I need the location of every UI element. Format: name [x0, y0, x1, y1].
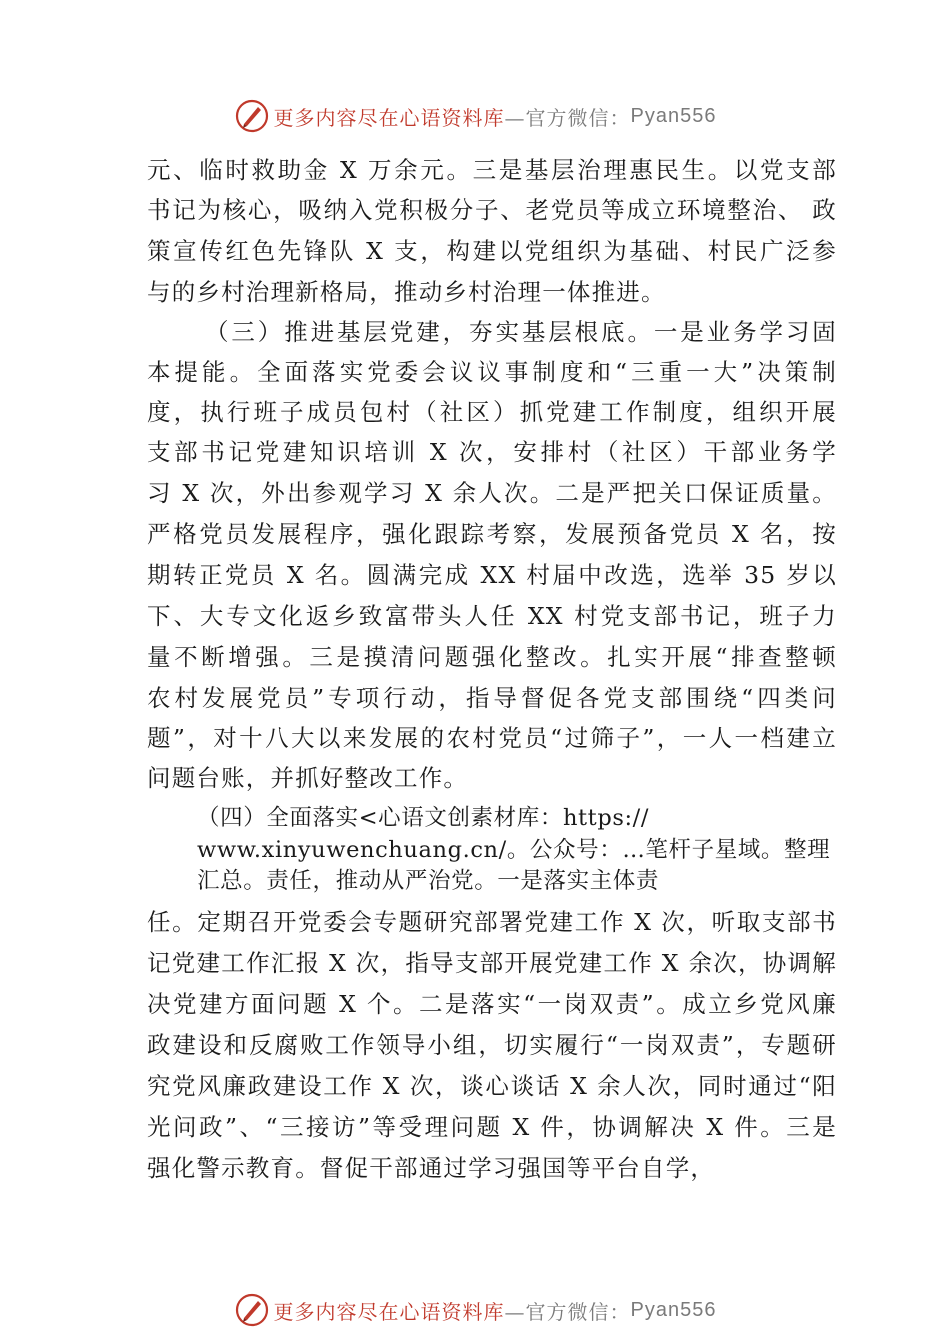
text-line: 光问政”、“三接访”等受理问题 X 件，协调解决 X 件。三是 [147, 1113, 837, 1141]
text-line: 任。定期召开党委会专题研究部署党建工作 X 次，听取支部书 [147, 908, 837, 936]
text-line: 问题台账，并抓好整改工作。 [147, 764, 469, 792]
pen-logo-icon [234, 1292, 270, 1328]
banner-label: —官方微信： [504, 1299, 631, 1324]
text-line: 支部书记党建知识培训 X 次，安排村（社区）干部业务学 [147, 438, 837, 466]
text-line: 强化警示教育。督促干部通过学习强国等平台自学， [147, 1154, 716, 1182]
text-line: 记党建工作汇报 X 次，指导支部开展党建工作 X 余次，协调解 [147, 949, 837, 977]
footer-banner [0, 1290, 950, 1330]
text-line: 期转正党员 X 名。圆满完成 XX 村届中改选，选举 35 岁以 [147, 561, 837, 589]
pen-logo-icon [234, 98, 270, 134]
text-line: 政建设和反腐败工作领导小组，切实履行“一岗双责”，专题研 [147, 1031, 837, 1059]
text-line: 严格党员发展程序，强化跟踪考察，发展预备党员 X 名，按 [147, 520, 837, 548]
banner-label: —官方微信： [504, 105, 631, 130]
banner-wechat-id: Pyan556 [630, 104, 717, 127]
text-line: 下、大专文化返乡致富带头人任 XX 村党支部书记，班子力 [147, 602, 837, 630]
text-line: 量不断增强。三是摸清问题强化整改。扎实开展“排查整顿 [147, 643, 837, 671]
text-line: 究党风廉政建设工作 X 次，谈心谈话 X 余人次，同时通过“阳 [147, 1072, 837, 1100]
watermark-url-line: www.xinyuwenchuang.cn/。公众号：…笔杆子星域。整理 [197, 837, 831, 863]
section-heading-3: （三）推进基层党建，夯实基层根底。一是业务学习固 [205, 318, 837, 346]
header-banner [0, 96, 950, 136]
text-line: 书记为核心，吸纳入党积极分子、老党员等成立环境整治、 政 [147, 196, 837, 224]
banner-title: 更多内容尽在心语资料库 [273, 1299, 505, 1324]
text-line: 题”，对十八大以来发展的农村党员“过筛子”，一人一档建立 [147, 724, 837, 752]
text-line: 汇总。责任，推动从严治党。一是落实主体责 [197, 868, 660, 894]
section-heading-4: （四）全面落实<心语文创素材库：https:// [197, 805, 650, 831]
text-line: 农村发展党员”专项行动，指导督促各党支部围绕“四类问 [147, 684, 837, 712]
text-line: 策宣传红色先锋队 X 支，构建以党组织为基础、村民广泛参 [147, 237, 837, 265]
text-line: 与的乡村治理新格局，推动乡村治理一体推进。 [147, 278, 666, 306]
banner-wechat-id: Pyan556 [630, 1298, 717, 1321]
text-line: 决党建方面问题 X 个。二是落实“一岗双责”。成立乡党风廉 [147, 990, 837, 1018]
text-line: 习 X 次，外出参观学习 X 余人次。二是严把关口保证质量。 [147, 479, 837, 507]
text-line: 元、临时救助金 X 万余元。三是基层治理惠民生。以党支部 [147, 156, 837, 184]
text-line: 度，执行班子成员包村（社区）抓党建工作制度，组织开展 [147, 398, 837, 426]
banner-title: 更多内容尽在心语资料库 [273, 105, 505, 130]
text-line: 本提能。全面落实党委会议议事制度和“三重一大”决策制 [147, 358, 837, 386]
